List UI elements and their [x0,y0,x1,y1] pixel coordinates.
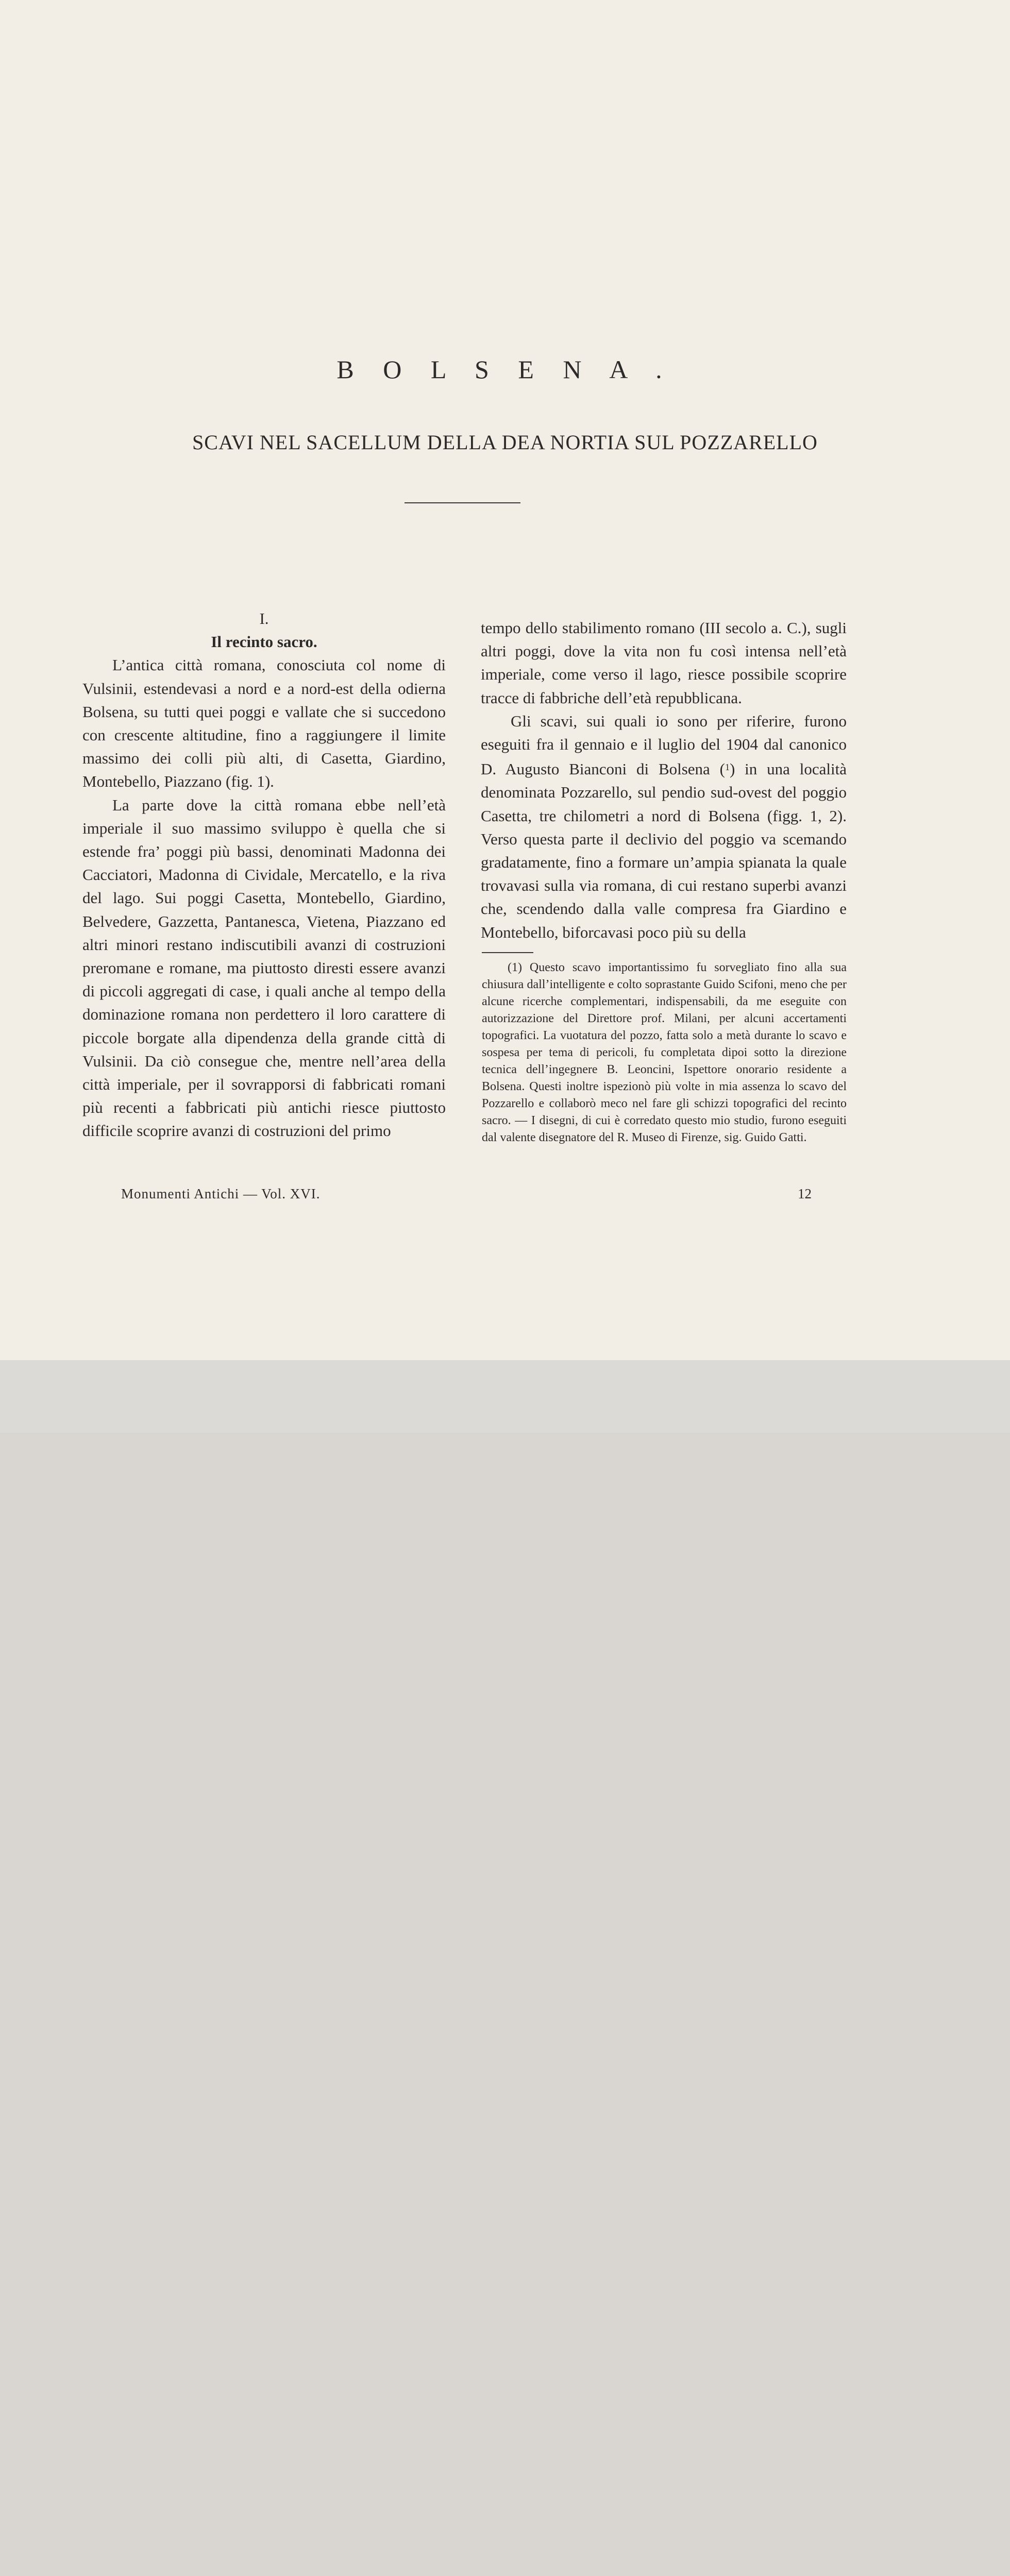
paragraph: L’antica città romana, conosciuta col nome di Vulsinii, estendevasi a nord e a nord-est della odierna Bolsena, su tutti quei poggi e vallate che si succedono con crescente altitudine, fino a raggiungere il limite massimo dei colli più alti, di Casetta, Giardino, Montebello, Piazzano (fig. 1). [82,656,446,791]
page-number: 12 [798,1186,812,1201]
paragraph-text: Gli scavi, sui quali io sono per riferire, furono eseguiti fra il gennaio e il luglio del 1904 dal canonico D. Augusto Bianconi di Bolsena ( [481,711,847,778]
footnote-divider [482,952,533,953]
paragraph: La parte dove la città romana ebbe nell’età imperiale il suo massimo sviluppo è quella che si estende fra’ poggi più bassi, denominati Madonna dei Cacciatori, Madonna di Cividale, Mercatello, e la riva del lago. Sui poggi Casetta, Montebello, Giardino, Belvedere, Gazzetta, Pantanesca, Vietena, Piazzano ed altri minori restano indiscutibili avanzi di costruzioni preromane e romane, ma piuttosto diresti essere avanzi di piccoli aggregati di case, i quali anche al tempo della dominazione romana non perdettero il loro carattere di piccole borgate alla dipendenza della grande città di Vulsinii. Da ciò consegue che, mentre nell’area della città imperiale, per il sovrapporsi di fabbricati romani più recenti a fabbricati più antichi riesce piuttosto difficile scoprire avanzi di costruzioni del primo [82,795,446,1140]
section-title: Il recinto sacro. [211,633,317,651]
page-subtitle: SCAVI NEL SACELLUM DELLA DEA NORTIA SUL POZZARELLO [192,431,818,454]
digitization-bar [0,1360,1010,1433]
footnote-reference: 1 [725,762,730,773]
journal-footer: Monumenti Antichi — Vol. XVI. [121,1186,321,1201]
paragraph-text: ) in una località denominata Pozzarello, sul pendio sud-ovest del poggio Casetta, tre chilometri a nord di Bolsena (figg. 1, 2). Verso questa parte il declivio del poggio va scemando gradatamente, fino a formare un’ampia spianata la quale trovavasi sulla via romana, di cui restano superbi avanzi che, scendendo dalla valle compresa fra Giardino e Montebello, biforcavasi poco più su della [481,760,847,941]
title-divider [405,502,520,503]
paragraph: tempo dello stabilimento romano (III secolo a. C.), sugli altri poggi, dove la vita non fu così intensa nell’età imperiale, come verso il lago, riesce possibile scoprire tracce di fabbriche dell’età repubblicana. [481,619,847,707]
footnote [482,959,847,1146]
footnote-marker: (1) [508,961,522,974]
footnote-text: Questo scavo importantissimo fu sorvegliato fino alla sua chiusura dall’intelligente e colto soprastante Guido Scifoni, meno che per alcune ricerche complementari, indispensabili, da me eseguite con autorizzazione del Direttore prof. Milani, per alcuni accertamenti topografici. La vuotatura del pozzo, fatta solo a metà durante lo scavo e sospesa per tema di pericoli, fu completata dipoi sotto la direzione tecnica dell’ingegnere B. Leoncini, Ispettore onorario residente a Bolsena. Questi inoltre ispezionò più volte in mia assenza lo scavo del Pozzarello e collaborò meco nel fare gli schizzi topografici del recinto sacro. — I disegni, di cui è corredato questo mio studio, furono eseguiti dal valente disegnatore del R. Museo di Firenze, sig. Guido Gatti. [482,961,847,1144]
section-number: I. [259,609,269,628]
left-column [82,607,446,1143]
right-column [481,616,847,944]
page-title: B O L S E N A . [336,355,674,384]
paragraph [481,709,847,944]
